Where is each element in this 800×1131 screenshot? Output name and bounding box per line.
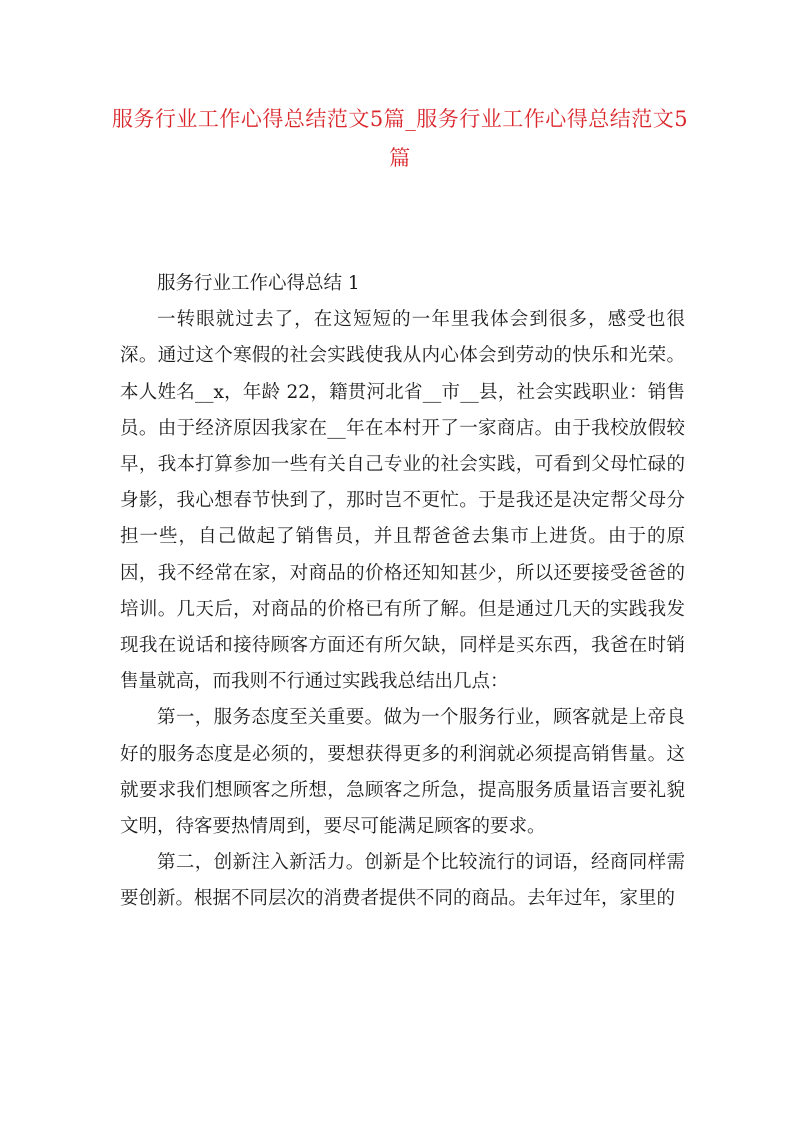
section-heading: 服务行业工作心得总结 1 [157, 273, 360, 294]
document-title: 服务行业工作心得总结范文5篇_服务行业工作心得总结范文5篇 [111, 107, 689, 170]
document-body [120, 266, 685, 918]
paragraph: 第一，服务态度至关重要。做为一个服务行业，顾客就是上帝良好的服务态度是必须的，要想获得更多的利润就必须提高销售量。这就要求我们想顾客之所想，急顾客之所急，提高服务质量语言要礼貌文明，待客要热情周到，要尽可能满足顾客的要求。 [120, 707, 685, 838]
paragraph: 一转眼就过去了，在这短短的一年里我体会到很多，感受也很深。通过这个寒假的社会实践使我从内心体会到劳动的快乐和光荣。本人姓名__x，年龄 22，籍贯河北省__市__县，社会实践职业：销售员。由于经济原因我家在__年在本村开了一家商店。由于我校放假较早，我本打算参加一些有关自己专业的社会实践，可看到父母忙碌的身影，我心想春节快到了，那时岂不更忙。于是我还是决定帮父母分担一些，自己做起了销售员，并且帮爸爸去集市上进货。由于的原因，我不经常在家，对商品的价格还知知甚少，所以还要接受爸爸的培训。几天后，对商品的价格已有所了解。但是通过几天的实践我发现我在说话和接待顾客方面还有所欠缺，同样是买东西，我爸在时销售量就高，而我则不行通过实践我总结出几点： [120, 309, 685, 693]
paragraph: 第二，创新注入新活力。创新是个比较流行的词语，经商同样需要创新。根据不同层次的消费者提供不同的商品。去年过年，家里的 [120, 852, 685, 910]
